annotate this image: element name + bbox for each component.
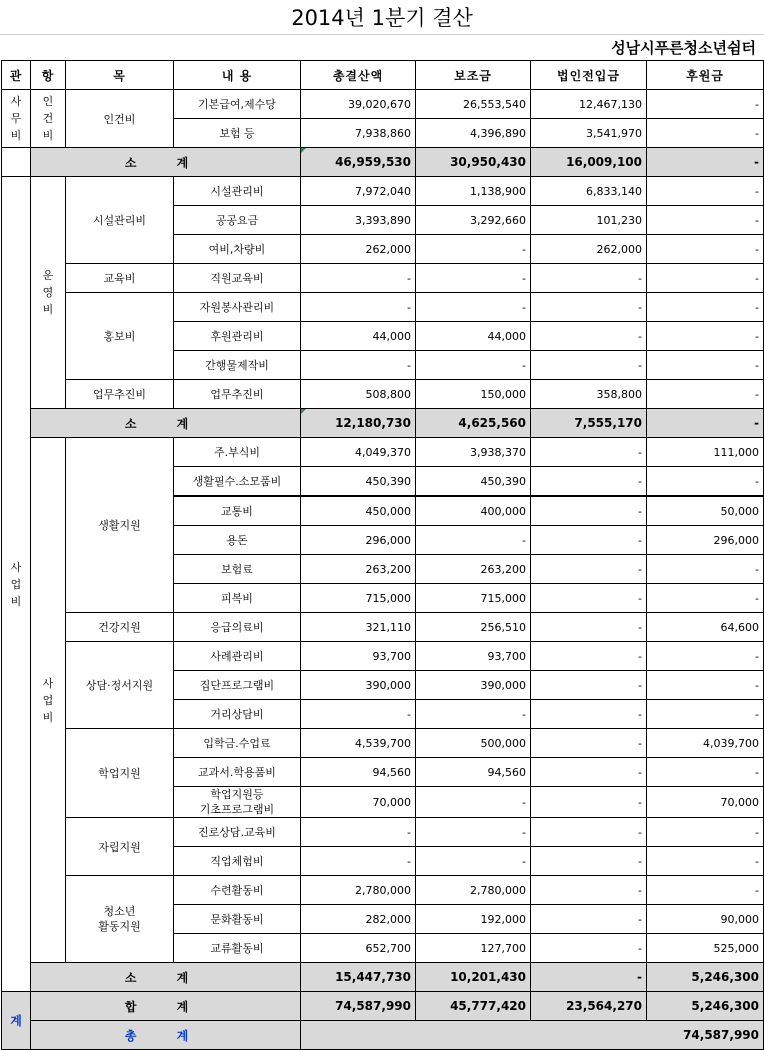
subsidy-cell: 93,700 <box>416 642 531 671</box>
subsidy-cell: 192,000 <box>416 905 531 934</box>
header-subsidy: 보조금 <box>416 61 531 90</box>
total-cell: 44,000 <box>301 322 416 351</box>
subsidy-cell: 44,000 <box>416 322 531 351</box>
corporate-cell: - <box>531 934 647 963</box>
donation-cell: - <box>647 642 764 671</box>
item-name: 입학금.수업료 <box>174 729 301 758</box>
grand-total-row <box>2 1021 764 1050</box>
subtotal-total: 46,959,530 <box>301 148 416 177</box>
sum-row <box>2 992 764 1021</box>
donation-cell: 4,039,700 <box>647 729 764 758</box>
corporate-cell: - <box>531 787 647 818</box>
corporate-cell: 3,541,970 <box>531 119 647 148</box>
corporate-cell: - <box>531 905 647 934</box>
item-name: 공공요금 <box>174 206 301 235</box>
header-hang: 항 <box>31 61 66 90</box>
subtotal-subsidy: 4,625,560 <box>416 409 531 438</box>
total-cell: - <box>301 847 416 876</box>
corporate-cell: 262,000 <box>531 235 647 264</box>
donation-cell: - <box>647 293 764 322</box>
corporate-cell: - <box>531 847 647 876</box>
subsidy-cell: - <box>416 235 531 264</box>
subsidy-cell: - <box>416 264 531 293</box>
donation-cell: - <box>647 322 764 351</box>
corporate-cell: - <box>531 526 647 555</box>
header-content: 내 용 <box>174 61 301 90</box>
sum-label: 합 계 <box>31 992 301 1021</box>
item-group-geongang: 건강지원 <box>66 613 174 642</box>
corporate-cell: - <box>531 729 647 758</box>
corporate-cell: - <box>531 467 647 497</box>
donation-cell: - <box>647 671 764 700</box>
total-cell: 3,393,890 <box>301 206 416 235</box>
subtotal-label: 소 계 <box>31 409 301 438</box>
total-cell: 321,110 <box>301 613 416 642</box>
corporate-cell: - <box>531 264 647 293</box>
total-cell: - <box>301 264 416 293</box>
donation-cell: - <box>647 206 764 235</box>
corporate-cell: - <box>531 876 647 905</box>
subtotal-total: 12,180,730 <box>301 409 416 438</box>
corporate-cell: 12,467,130 <box>531 90 647 119</box>
total-cell: 70,000 <box>301 787 416 818</box>
donation-cell: - <box>647 235 764 264</box>
donation-cell: 64,600 <box>647 613 764 642</box>
table-row <box>2 380 764 409</box>
sum-corporate: 23,564,270 <box>531 992 647 1021</box>
total-cell: 2,780,000 <box>301 876 416 905</box>
total-cell: 4,049,370 <box>301 438 416 467</box>
category-samubi: 사 무 비 <box>2 90 31 148</box>
donation-cell: - <box>647 700 764 729</box>
subsidy-cell: 150,000 <box>416 380 531 409</box>
item-name: 시설관리비 <box>174 177 301 206</box>
item-name: 후원관리비 <box>174 322 301 351</box>
subcategory-ingeonbi: 인 건 비 <box>31 90 66 148</box>
corporate-cell: 358,800 <box>531 380 647 409</box>
subtotal-subsidy: 30,950,430 <box>416 148 531 177</box>
total-cell: 7,938,860 <box>301 119 416 148</box>
table-row <box>2 438 764 467</box>
corporate-cell: - <box>531 613 647 642</box>
subsidy-cell: - <box>416 700 531 729</box>
table-row <box>2 293 764 322</box>
item-name: 거리상담비 <box>174 700 301 729</box>
item-name: 생활필수.소모품비 <box>174 467 301 497</box>
subsidy-cell: 1,138,900 <box>416 177 531 206</box>
corporate-cell: - <box>531 818 647 847</box>
grand-total-value: 74,587,990 <box>301 1021 764 1050</box>
donation-cell: - <box>647 351 764 380</box>
total-cell: 652,700 <box>301 934 416 963</box>
corporate-cell: 101,230 <box>531 206 647 235</box>
corporate-cell: - <box>531 671 647 700</box>
item-name: 피복비 <box>174 584 301 613</box>
item-group-sisul: 시설관리비 <box>66 177 174 264</box>
item-name: 문화활동비 <box>174 905 301 934</box>
item-name: 직업체험비 <box>174 847 301 876</box>
item-name: 사례관리비 <box>174 642 301 671</box>
total-cell: - <box>301 818 416 847</box>
donation-cell: - <box>647 876 764 905</box>
corporate-cell: - <box>531 438 647 467</box>
header-donation: 후원금 <box>647 61 764 90</box>
corporate-cell: - <box>531 758 647 787</box>
category-saeopbi: 사 업 비 <box>2 177 31 992</box>
subsidy-cell: 390,000 <box>416 671 531 700</box>
total-cell: 282,000 <box>301 905 416 934</box>
donation-cell: - <box>647 90 764 119</box>
total-cell: - <box>301 700 416 729</box>
item-group-ingeonbi: 인건비 <box>66 90 174 148</box>
subsidy-cell: - <box>416 351 531 380</box>
page-title: 2014년 1분기 결산 <box>0 0 764 35</box>
total-cell: 263,200 <box>301 555 416 584</box>
total-cell: - <box>301 293 416 322</box>
subsidy-cell: - <box>416 526 531 555</box>
donation-cell: - <box>647 119 764 148</box>
item-group-hwaldong: 청소년 활동지원 <box>66 876 174 963</box>
item-group-sangdam: 상담·정서지원 <box>66 642 174 729</box>
item-name: 보험료 <box>174 555 301 584</box>
total-cell: 94,560 <box>301 758 416 787</box>
total-cell: 39,020,670 <box>301 90 416 119</box>
header-corporate: 법인전입금 <box>531 61 647 90</box>
corporate-cell: - <box>531 642 647 671</box>
corporate-cell: 6,833,140 <box>531 177 647 206</box>
item-group-jarip: 자립지원 <box>66 818 174 876</box>
subsidy-cell: - <box>416 787 531 818</box>
corporate-cell: - <box>531 496 647 526</box>
subtotal-corporate: 7,555,170 <box>531 409 647 438</box>
table-row <box>2 876 764 905</box>
table-row <box>2 642 764 671</box>
total-cell: 450,390 <box>301 467 416 497</box>
subsidy-cell: 715,000 <box>416 584 531 613</box>
subsidy-cell: 400,000 <box>416 496 531 526</box>
subsidy-cell: 263,200 <box>416 555 531 584</box>
donation-cell: 50,000 <box>647 496 764 526</box>
subsidy-cell: 4,396,890 <box>416 119 531 148</box>
subsidy-cell: - <box>416 847 531 876</box>
donation-cell: - <box>647 467 764 497</box>
subcategory-unyeongbi: 운 영 비 <box>31 177 66 409</box>
subsidy-cell: 2,780,000 <box>416 876 531 905</box>
subcategory-saeopbi: 사 업 비 <box>31 438 66 963</box>
item-name: 직원교육비 <box>174 264 301 293</box>
item-name: 용돈 <box>174 526 301 555</box>
total-cell: 93,700 <box>301 642 416 671</box>
subsidy-cell: - <box>416 818 531 847</box>
total-cell: 262,000 <box>301 235 416 264</box>
donation-cell: 296,000 <box>647 526 764 555</box>
total-cell: 390,000 <box>301 671 416 700</box>
corporate-cell: - <box>531 322 647 351</box>
table-row <box>2 264 764 293</box>
item-group-hakeop: 학업지원 <box>66 729 174 818</box>
subtotal-row <box>2 963 764 992</box>
total-cell: 4,539,700 <box>301 729 416 758</box>
donation-cell: 525,000 <box>647 934 764 963</box>
donation-cell: 111,000 <box>647 438 764 467</box>
donation-cell: 70,000 <box>647 787 764 818</box>
subsidy-cell: 450,390 <box>416 467 531 497</box>
corporate-cell: - <box>531 555 647 584</box>
donation-cell: - <box>647 264 764 293</box>
subtotal-donation: - <box>647 409 764 438</box>
table-row <box>2 613 764 642</box>
item-group-saenghwal: 생활지원 <box>66 438 174 613</box>
item-name: 교류활동비 <box>174 934 301 963</box>
item-group-eopmu: 업무추진비 <box>66 380 174 409</box>
subtotal-label: 소 계 <box>31 963 301 992</box>
table-row <box>2 90 764 119</box>
item-name: 보험 등 <box>174 119 301 148</box>
donation-cell: - <box>647 177 764 206</box>
organization-name: 성남시푸른청소년쉼터 <box>611 38 756 57</box>
subtotal-donation: - <box>647 148 764 177</box>
sum-donation: 5,246,300 <box>647 992 764 1021</box>
item-group-hongbo: 홍보비 <box>66 293 174 380</box>
item-name: 교통비 <box>174 496 301 526</box>
total-cell: 450,000 <box>301 496 416 526</box>
corporate-cell: - <box>531 293 647 322</box>
item-name: 교과서.학용품비 <box>174 758 301 787</box>
corporate-cell: - <box>531 584 647 613</box>
subtotal-corporate: - <box>531 963 647 992</box>
grand-total-label: 총 계 <box>31 1021 301 1050</box>
sum-subsidy: 45,777,420 <box>416 992 531 1021</box>
item-name: 자원봉사관리비 <box>174 293 301 322</box>
subtotal-corporate: 16,009,100 <box>531 148 647 177</box>
header-gwan: 관 <box>2 61 31 90</box>
item-name: 진로상담.교육비 <box>174 818 301 847</box>
donation-cell: - <box>647 847 764 876</box>
subtotal-label: 소 계 <box>31 148 301 177</box>
donation-cell: - <box>647 818 764 847</box>
subsidy-cell: - <box>416 293 531 322</box>
subsidy-cell: 94,560 <box>416 758 531 787</box>
subtotal-row <box>2 409 764 438</box>
table-row <box>2 177 764 206</box>
subsidy-cell: 26,553,540 <box>416 90 531 119</box>
subtotal-row <box>2 148 764 177</box>
subsidy-cell: 500,000 <box>416 729 531 758</box>
corporate-cell: - <box>531 351 647 380</box>
item-name: 업무추진비 <box>174 380 301 409</box>
subsidy-cell: 256,510 <box>416 613 531 642</box>
item-name: 간행물제작비 <box>174 351 301 380</box>
table-row <box>2 729 764 758</box>
sum-total: 74,587,990 <box>301 992 416 1021</box>
header-mok: 목 <box>66 61 174 90</box>
item-name: 주.부식비 <box>174 438 301 467</box>
subtotal-subsidy: 10,201,430 <box>416 963 531 992</box>
item-name: 학업지원등 기초프로그램비 <box>174 787 301 818</box>
subsidy-cell: 3,292,660 <box>416 206 531 235</box>
total-cell: - <box>301 351 416 380</box>
subtotal-donation: 5,246,300 <box>647 963 764 992</box>
donation-cell: - <box>647 380 764 409</box>
item-name: 집단프로그램비 <box>174 671 301 700</box>
item-name: 수련활동비 <box>174 876 301 905</box>
header-row <box>2 61 764 90</box>
table-row <box>2 818 764 847</box>
donation-cell: - <box>647 758 764 787</box>
grand-category-gye: 계 <box>2 992 31 1050</box>
total-cell: 508,800 <box>301 380 416 409</box>
corporate-cell: - <box>531 700 647 729</box>
total-cell: 7,972,040 <box>301 177 416 206</box>
donation-cell: - <box>647 584 764 613</box>
donation-cell: - <box>647 555 764 584</box>
subsidy-cell: 3,938,370 <box>416 438 531 467</box>
header-total: 총결산액 <box>301 61 416 90</box>
total-cell: 715,000 <box>301 584 416 613</box>
item-group-gyoyuk: 교육비 <box>66 264 174 293</box>
item-name: 기본급여,제수당 <box>174 90 301 119</box>
item-name: 여비,차량비 <box>174 235 301 264</box>
subsidy-cell: 127,700 <box>416 934 531 963</box>
total-cell: 296,000 <box>301 526 416 555</box>
donation-cell: 90,000 <box>647 905 764 934</box>
subtotal-total: 15,447,730 <box>301 963 416 992</box>
item-name: 응급의료비 <box>174 613 301 642</box>
settlement-table <box>1 60 764 1050</box>
